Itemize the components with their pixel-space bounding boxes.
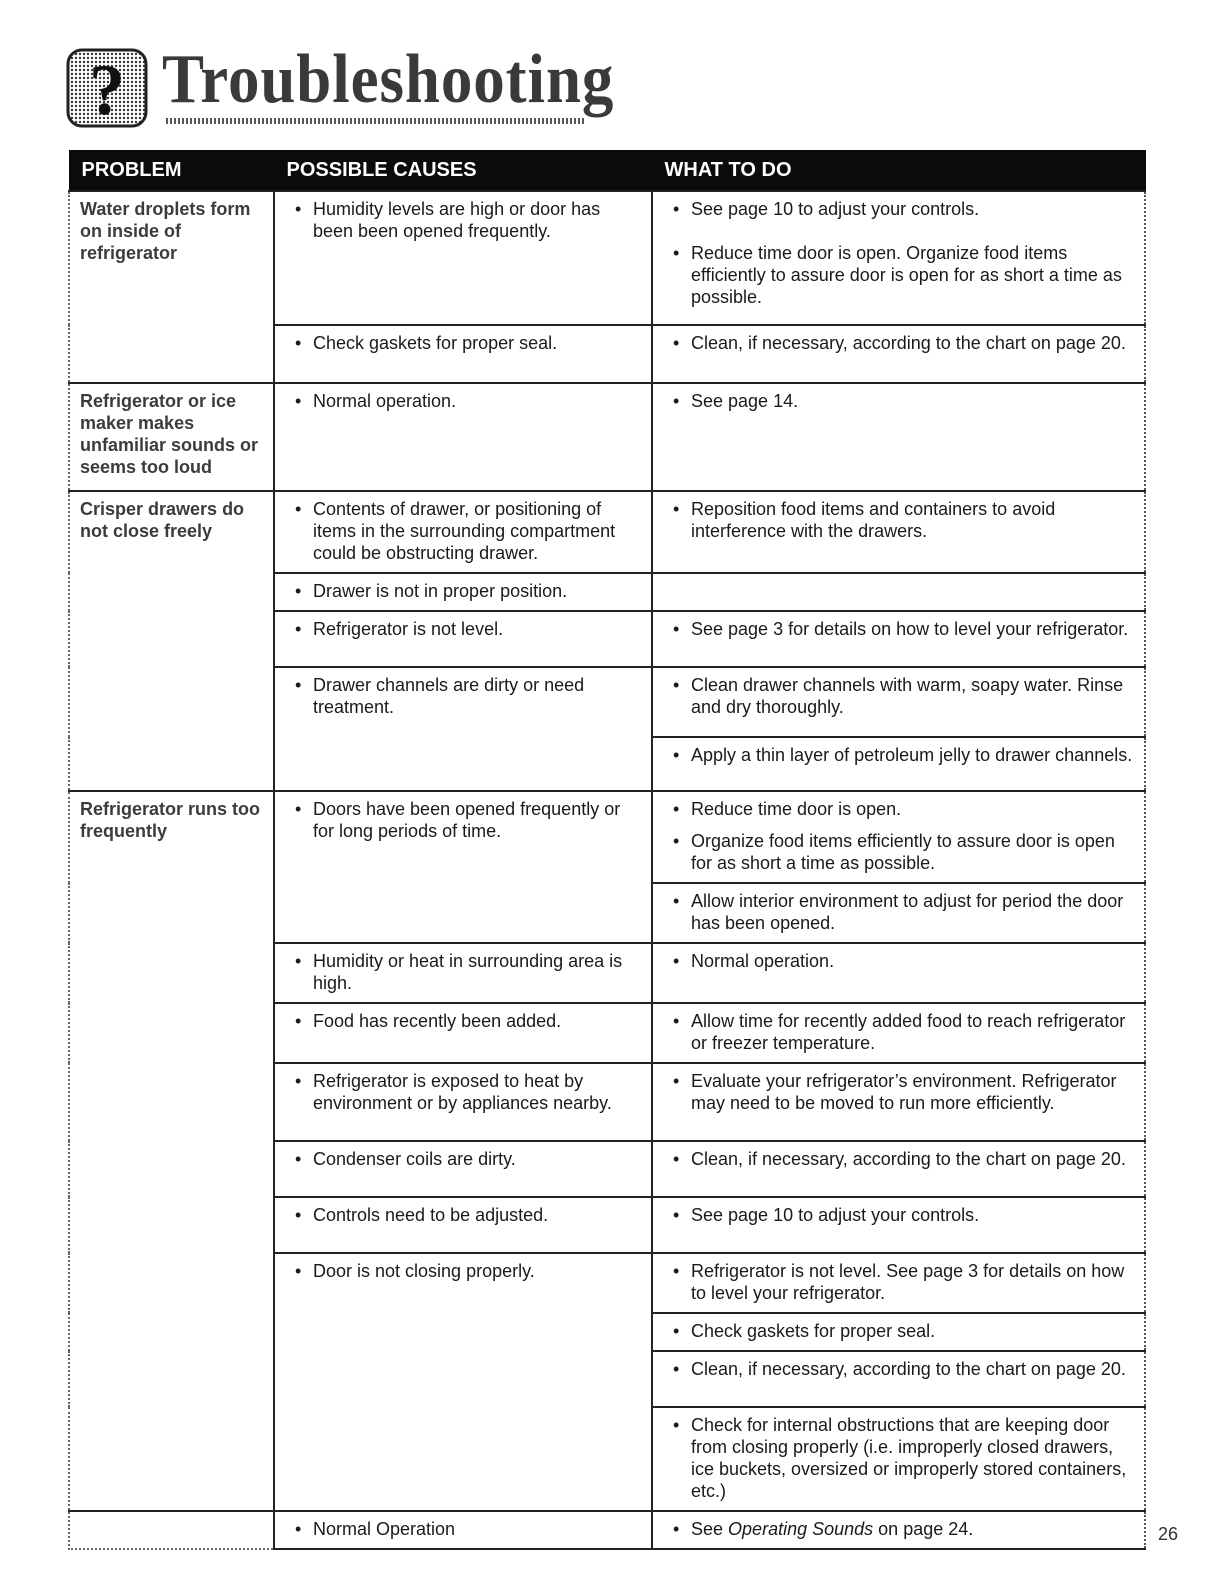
- cause-text: • Drawer is not in proper position.: [289, 580, 641, 602]
- cause-text: • Refrigerator is not level.: [289, 618, 641, 640]
- action-cell: [652, 611, 1145, 667]
- action-text: • Organize food items efficiently to assure door is open for as short a time as possible.: [667, 830, 1134, 874]
- action-text: • Allow time for recently added food to reach refrigerator or freezer temperature.: [667, 1010, 1134, 1054]
- column-header-problem: PROBLEM: [69, 150, 274, 191]
- action-text: • Refrigerator is not level. See page 3 for details on how to level your refrigerator.: [667, 1260, 1134, 1304]
- cause-text: • Condenser coils are dirty.: [289, 1148, 641, 1170]
- column-header-what-to-do: WHAT TO DO: [652, 150, 1145, 191]
- table-row: [69, 383, 1145, 491]
- table-row: [69, 491, 1145, 573]
- cause-text: • Door is not closing properly.: [289, 1260, 641, 1282]
- action-suffix: on page 24.: [878, 1519, 974, 1539]
- action-cell: [652, 573, 1145, 611]
- action-prefix: See: [691, 1519, 724, 1539]
- page-header: [66, 40, 615, 130]
- problem-cell: Refrigerator runs too frequently: [69, 791, 274, 1511]
- table-header-row: [69, 150, 1145, 191]
- cause-cell: [274, 791, 652, 943]
- cause-cell: [274, 1511, 652, 1549]
- action-text: • Clean, if necessary, according to the chart on page 20.: [667, 1148, 1134, 1170]
- action-cell: [652, 191, 1145, 325]
- cause-text: • Humidity levels are high or door has been been opened frequently.: [289, 198, 641, 242]
- action-text: [667, 1518, 1134, 1540]
- cause-cell: [274, 191, 652, 325]
- cause-cell: [274, 1063, 652, 1141]
- table-row: [69, 791, 1145, 883]
- action-text: • Check for internal obstructions that are keeping door from closing properly (i.e. improperly closed drawers, ice buckets, oversized or improperly stored containers, etc.): [667, 1414, 1134, 1502]
- action-cell: [652, 1351, 1145, 1407]
- action-cell: [652, 1407, 1145, 1511]
- cause-text: • Food has recently been added.: [289, 1010, 641, 1032]
- cause-text: • Doors have been opened frequently or for long periods of time.: [289, 798, 641, 842]
- cause-text: • Check gaskets for proper seal.: [289, 332, 641, 354]
- table-row: [69, 191, 1145, 325]
- column-header-causes: POSSIBLE CAUSES: [274, 150, 652, 191]
- action-text: • Reposition food items and containers to avoid interference with the drawers.: [667, 498, 1134, 542]
- cause-cell: [274, 1197, 652, 1253]
- cause-cell: [274, 1003, 652, 1063]
- action-cell: [652, 383, 1145, 491]
- action-cell: [652, 883, 1145, 943]
- action-cell: [652, 1003, 1145, 1063]
- action-cell: [652, 1511, 1145, 1549]
- cause-text: • Normal operation.: [289, 390, 641, 412]
- troubleshooting-table: [68, 150, 1146, 1550]
- action-cell: [652, 1063, 1145, 1141]
- action-emphasis: Operating Sounds: [728, 1519, 874, 1539]
- problem-cell: Crisper drawers do not close freely: [69, 491, 274, 791]
- cause-text: • Contents of drawer, or positioning of items in the surrounding compartment could be obstructing drawer.: [289, 498, 641, 564]
- question-mark-icon: [66, 48, 148, 128]
- cause-cell: [274, 667, 652, 791]
- cause-text: • Normal Operation: [289, 1518, 641, 1540]
- action-text: • See page 14.: [667, 390, 1134, 412]
- action-text: • Apply a thin layer of petroleum jelly to drawer channels.: [667, 744, 1134, 766]
- action-text: • See page 3 for details on how to level your refrigerator.: [667, 618, 1134, 640]
- action-text: • Clean, if necessary, according to the chart on page 20.: [667, 1358, 1134, 1380]
- cause-text: • Drawer channels are dirty or need treatment.: [289, 674, 641, 718]
- svg-text:?: ?: [89, 50, 125, 128]
- problem-cell-continuation: [69, 1511, 274, 1549]
- action-text: • Clean, if necessary, according to the chart on page 20.: [667, 332, 1134, 354]
- action-cell: [652, 667, 1145, 737]
- cause-cell: [274, 1141, 652, 1197]
- action-text: • See page 10 to adjust your controls.: [667, 198, 1134, 220]
- action-text: • Evaluate your refrigerator’s environment. Refrigerator may need to be moved to run more efficiently.: [667, 1070, 1134, 1114]
- cause-cell: [274, 325, 652, 383]
- action-cell: [652, 737, 1145, 791]
- page-number: 26: [1157, 1524, 1178, 1544]
- page-title: Troubleshooting: [162, 41, 615, 118]
- action-text: • Reduce time door is open.: [667, 798, 1134, 820]
- problem-cell: Refrigerator or ice maker makes unfamiliar sounds or seems too loud: [69, 383, 274, 491]
- cause-cell: [274, 383, 652, 491]
- cause-cell: [274, 573, 652, 611]
- problem-cell: Water droplets form on inside of refrigerator: [69, 191, 274, 383]
- action-cell: [652, 791, 1145, 883]
- table-row: [69, 1511, 1145, 1549]
- cause-cell: [274, 611, 652, 667]
- cause-cell: [274, 943, 652, 1003]
- cause-cell: [274, 1253, 652, 1511]
- action-text: • Clean drawer channels with warm, soapy water. Rinse and dry thoroughly.: [667, 674, 1134, 718]
- action-cell: [652, 1197, 1145, 1253]
- action-cell: [652, 1253, 1145, 1313]
- action-cell: [652, 943, 1145, 1003]
- cause-text: • Humidity or heat in surrounding area is high.: [289, 950, 641, 994]
- action-cell: [652, 491, 1145, 573]
- action-cell: [652, 325, 1145, 383]
- cause-cell: [274, 491, 652, 573]
- cause-text: • Refrigerator is exposed to heat by environment or by appliances nearby.: [289, 1070, 641, 1114]
- action-cell: [652, 1313, 1145, 1351]
- action-cell: [652, 1141, 1145, 1197]
- action-text: • Allow interior environment to adjust for period the door has been opened.: [667, 890, 1134, 934]
- action-text: • Reduce time door is open. Organize food items efficiently to assure door is open for as short a time as possible.: [667, 242, 1134, 308]
- title-underline: [166, 118, 586, 124]
- cause-text: • Controls need to be adjusted.: [289, 1204, 641, 1226]
- action-text: • See page 10 to adjust your controls.: [667, 1204, 1134, 1226]
- action-text: • Normal operation.: [667, 950, 1134, 972]
- action-text: • Check gaskets for proper seal.: [667, 1320, 1134, 1342]
